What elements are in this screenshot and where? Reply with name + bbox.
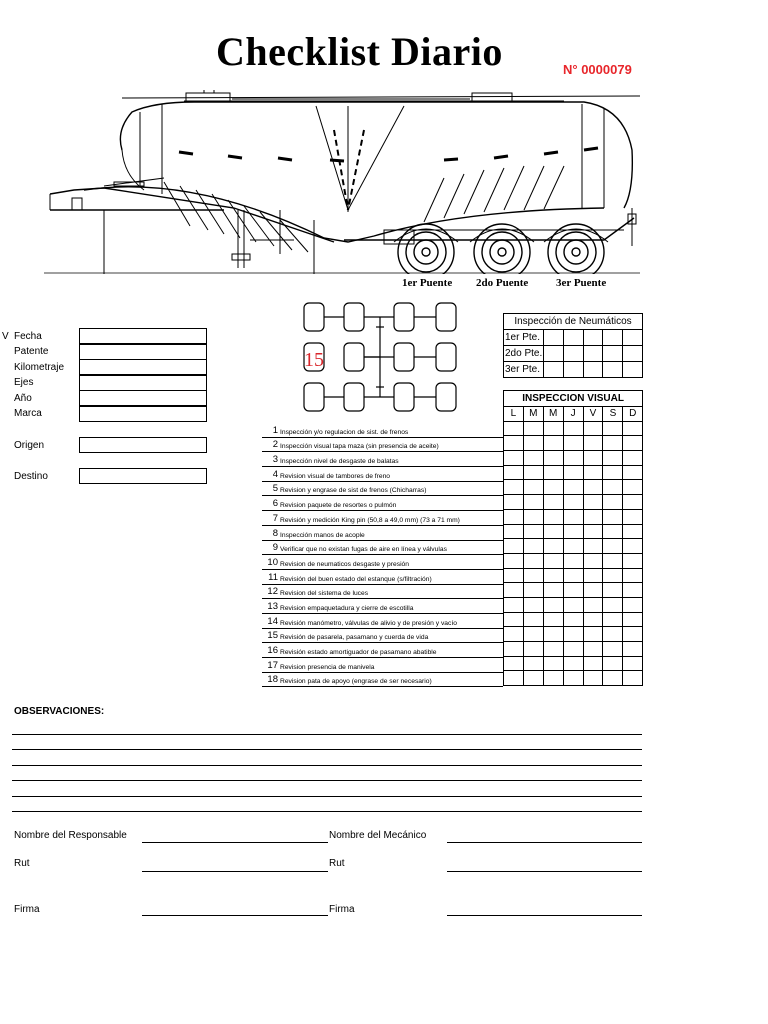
check-cell[interactable] [583, 583, 603, 598]
checklist-item [262, 482, 503, 497]
checklist-item [262, 614, 503, 629]
check-cell[interactable] [563, 597, 583, 612]
fecha-field[interactable] [79, 328, 207, 344]
axle-label-2: 2do Puente [476, 277, 529, 289]
tire-check-cell[interactable] [544, 346, 564, 362]
observation-line[interactable] [12, 780, 642, 781]
item-number: 3 [272, 454, 278, 466]
check-cell[interactable] [603, 524, 623, 539]
check-cell[interactable] [583, 421, 603, 436]
check-cell[interactable] [583, 465, 603, 480]
check-cell[interactable] [543, 642, 563, 657]
check-cell[interactable] [523, 421, 543, 436]
check-cell[interactable] [523, 524, 543, 539]
check-cell[interactable] [504, 451, 524, 466]
table-row [504, 553, 643, 568]
check-cell[interactable] [623, 553, 643, 568]
observation-line[interactable] [12, 734, 642, 735]
label-ano: Año [14, 393, 32, 404]
check-cell[interactable] [504, 509, 524, 524]
check-cell[interactable] [543, 524, 563, 539]
day-header-6: D [623, 407, 643, 422]
check-cell[interactable] [504, 642, 524, 657]
check-cell[interactable] [523, 539, 543, 554]
check-cell[interactable] [504, 480, 524, 495]
check-cell[interactable] [504, 627, 524, 642]
origen-field[interactable] [79, 437, 207, 453]
tire-check-cell[interactable] [623, 330, 643, 346]
patente-field[interactable] [79, 344, 207, 360]
item-text: Revision presencia de manivela [280, 663, 375, 671]
checklist-item [262, 511, 503, 526]
table-row [504, 480, 643, 495]
check-cell[interactable] [504, 671, 524, 686]
check-cell[interactable] [543, 627, 563, 642]
day-header-0: L [504, 407, 524, 422]
check-cell[interactable] [583, 597, 603, 612]
check-cell[interactable] [583, 627, 603, 642]
tire-inspection-table [503, 313, 643, 378]
table-row [504, 421, 643, 436]
day-header-row [504, 407, 643, 422]
tire-map-marked-value: 15 [304, 349, 324, 371]
check-cell[interactable] [563, 451, 583, 466]
item-text: Revisión del buen estado del estanque (s/filtración) [280, 575, 432, 583]
check-cell[interactable] [504, 612, 524, 627]
check-cell[interactable] [623, 465, 643, 480]
item-number: 2 [272, 439, 278, 451]
checklist-item [262, 599, 503, 614]
check-cell[interactable] [623, 671, 643, 686]
check-cell[interactable] [603, 539, 623, 554]
tire-check-cell[interactable] [544, 362, 564, 378]
tire-check-cell[interactable] [623, 346, 643, 362]
check-cell[interactable] [504, 568, 524, 583]
destino-field[interactable] [79, 468, 207, 484]
check-cell[interactable] [603, 495, 623, 510]
check-cell[interactable] [543, 421, 563, 436]
checklist-item [262, 438, 503, 453]
check-cell[interactable] [623, 597, 643, 612]
tire-row-label: 1er Pte. [504, 330, 544, 346]
tire-check-cell[interactable] [603, 362, 623, 378]
tire-check-cell[interactable] [563, 346, 583, 362]
check-cell[interactable] [583, 612, 603, 627]
check-cell[interactable] [583, 480, 603, 495]
item-text: Revision pata de apoyo (engrase de ser necesario) [280, 678, 432, 686]
table-row [504, 642, 643, 657]
tire-check-cell[interactable] [583, 330, 603, 346]
check-cell[interactable] [603, 436, 623, 451]
checklist-item [262, 658, 503, 673]
checklist-item [262, 555, 503, 570]
checklist-item [262, 452, 503, 467]
item-text: Revision empaquetadura y cierre de escotilla [280, 604, 414, 612]
check-cell[interactable] [583, 656, 603, 671]
ano-field[interactable] [79, 390, 207, 406]
check-cell[interactable] [504, 583, 524, 598]
table-row [504, 539, 643, 554]
check-cell[interactable] [623, 451, 643, 466]
check-cell[interactable] [543, 656, 563, 671]
check-cell[interactable] [523, 642, 543, 657]
check-cell[interactable] [543, 480, 563, 495]
item-number: 1 [272, 424, 278, 436]
day-header-2: M [543, 407, 563, 422]
visual-inspection-table [503, 390, 643, 686]
check-cell[interactable] [583, 495, 603, 510]
tire-check-cell[interactable] [563, 330, 583, 346]
check-cell[interactable] [563, 480, 583, 495]
check-cell[interactable] [623, 524, 643, 539]
check-cell[interactable] [583, 568, 603, 583]
axle-label-1: 1er Puente [402, 277, 453, 289]
table-row [504, 509, 643, 524]
check-cell[interactable] [543, 612, 563, 627]
axle-label-3: 3er Puente [556, 277, 607, 289]
check-cell[interactable] [523, 612, 543, 627]
item-text: Revision visual de tambores de freno [280, 472, 391, 480]
item-number: 16 [267, 645, 278, 656]
check-cell[interactable] [603, 451, 623, 466]
check-cell[interactable] [543, 671, 563, 686]
item-text: Revisión y medición King pin (50,8 a 49,0 mm) (73 a 71 mm) [280, 516, 460, 524]
check-cell[interactable] [563, 509, 583, 524]
tire-check-cell[interactable] [603, 346, 623, 362]
responsible-name-line[interactable] [142, 842, 328, 843]
day-header-4: V [583, 407, 603, 422]
checklist-item [262, 570, 503, 585]
check-cell[interactable] [623, 627, 643, 642]
check-cell[interactable] [563, 642, 583, 657]
check-cell[interactable] [603, 627, 623, 642]
responsible-name-label: Nombre del Responsable [14, 830, 127, 841]
check-cell[interactable] [543, 465, 563, 480]
check-cell[interactable] [543, 553, 563, 568]
check-cell[interactable] [603, 597, 623, 612]
table-row [504, 362, 643, 378]
observations-label: OBSERVACIONES: [14, 706, 105, 717]
item-text: Verificar que no existan fugas de aire en línea y válvulas [280, 546, 447, 554]
check-cell[interactable] [523, 597, 543, 612]
check-cell[interactable] [504, 656, 524, 671]
tire-check-cell[interactable] [563, 362, 583, 378]
check-cell[interactable] [563, 656, 583, 671]
responsible-sign-line[interactable] [142, 915, 328, 916]
table-row [504, 671, 643, 686]
day-header-3: J [563, 407, 583, 422]
tire-row-label: 3er Pte. [504, 362, 544, 378]
check-cell[interactable] [563, 568, 583, 583]
check-cell[interactable] [563, 539, 583, 554]
check-cell[interactable] [603, 465, 623, 480]
check-cell[interactable] [543, 451, 563, 466]
check-cell[interactable] [523, 509, 543, 524]
item-text: Revision del sistema de luces [280, 590, 369, 598]
tire-check-cell[interactable] [583, 346, 603, 362]
label-kilometraje: Kilometraje [14, 362, 65, 373]
item-text: Revisión estado amortiguador de pasamano abatible [280, 649, 437, 656]
item-number: 12 [267, 586, 278, 598]
check-cell[interactable] [603, 642, 623, 657]
item-number: 10 [267, 556, 278, 568]
check-cell[interactable] [623, 656, 643, 671]
item-number: 13 [267, 600, 278, 612]
check-cell[interactable] [563, 495, 583, 510]
check-cell[interactable] [583, 539, 603, 554]
tire-inspection-title: Inspección de Neumáticos [504, 314, 643, 330]
mechanic-sign-line[interactable] [447, 915, 642, 916]
label-marca: Marca [14, 408, 42, 419]
check-cell[interactable] [504, 553, 524, 568]
check-cell[interactable] [583, 553, 603, 568]
check-cell[interactable] [583, 451, 603, 466]
item-number: 18 [267, 674, 278, 686]
check-cell[interactable] [603, 421, 623, 436]
checklist-item [262, 496, 503, 511]
tire-check-cell[interactable] [623, 362, 643, 378]
item-text: Inspección visual tapa maza (sin presencia de aceite) [280, 443, 439, 451]
check-cell[interactable] [543, 583, 563, 598]
day-header-5: S [603, 407, 623, 422]
check-cell[interactable] [543, 597, 563, 612]
item-number: 8 [272, 527, 278, 539]
check-cell[interactable] [623, 539, 643, 554]
item-text: Revision de neumaticos desgaste y presión [280, 560, 409, 568]
item-number: 4 [272, 468, 278, 480]
table-row [504, 524, 643, 539]
checklist-item [262, 541, 503, 556]
table-row [504, 465, 643, 480]
check-cell[interactable] [563, 553, 583, 568]
day-header-1: M [523, 407, 543, 422]
item-text: Inspección manos de acople [280, 531, 365, 539]
tire-check-cell[interactable] [583, 362, 603, 378]
checklist-item [262, 526, 503, 541]
check-cell[interactable] [523, 568, 543, 583]
check-cell[interactable] [603, 656, 623, 671]
label-patente: Patente [14, 346, 49, 357]
check-cell[interactable] [603, 553, 623, 568]
check-cell[interactable] [563, 524, 583, 539]
table-row [504, 583, 643, 598]
check-cell[interactable] [504, 597, 524, 612]
check-cell[interactable] [623, 495, 643, 510]
kilometraje-field[interactable] [79, 359, 207, 375]
check-cell[interactable] [543, 436, 563, 451]
mechanic-name-line[interactable] [447, 842, 642, 843]
item-number: 11 [268, 571, 278, 583]
item-text: Inspección nivel de desgaste de balatas [280, 458, 399, 466]
check-cell[interactable] [623, 583, 643, 598]
check-cell[interactable] [523, 553, 543, 568]
check-cell[interactable] [504, 539, 524, 554]
check-cell[interactable] [563, 583, 583, 598]
check-cell[interactable] [583, 509, 603, 524]
checklist-item [262, 643, 503, 658]
mechanic-sign-label: Firma [329, 904, 355, 915]
observation-line[interactable] [12, 796, 642, 797]
check-cell[interactable] [563, 421, 583, 436]
table-row [504, 612, 643, 627]
table-row [504, 568, 643, 583]
observation-line[interactable] [12, 749, 642, 750]
tire-check-cell[interactable] [603, 330, 623, 346]
checklist-item [262, 673, 503, 688]
check-cell[interactable] [504, 495, 524, 510]
checklist-item [262, 423, 503, 438]
check-cell[interactable] [523, 627, 543, 642]
checklist-items [262, 423, 503, 687]
check-cell[interactable] [523, 583, 543, 598]
item-number: 6 [272, 498, 278, 510]
check-cell[interactable] [603, 612, 623, 627]
item-text: Inspección y/o regulacion de sist. de frenos [280, 428, 409, 436]
check-cell[interactable] [523, 465, 543, 480]
tanker-trailer-illustration [44, 90, 640, 274]
check-cell[interactable] [563, 436, 583, 451]
mechanic-name-label: Nombre del Mecánico [329, 830, 427, 841]
responsible-sign-label: Firma [14, 904, 40, 915]
item-number: 5 [272, 483, 278, 495]
check-cell[interactable] [623, 509, 643, 524]
tire-position-map [300, 300, 464, 416]
check-cell[interactable] [523, 671, 543, 686]
mechanic-rut-line[interactable] [447, 871, 642, 872]
check-cell[interactable] [603, 583, 623, 598]
item-text: Revisión manómetro, válvulas de alivio y de presión y vacío [280, 619, 457, 627]
check-cell[interactable] [563, 465, 583, 480]
vehicle-prefix: V [2, 331, 9, 342]
check-cell[interactable] [623, 421, 643, 436]
check-cell[interactable] [523, 656, 543, 671]
check-cell[interactable] [523, 495, 543, 510]
check-cell[interactable] [623, 612, 643, 627]
check-cell[interactable] [603, 480, 623, 495]
table-row [504, 330, 643, 346]
item-number: 17 [267, 659, 278, 671]
item-number: 15 [267, 630, 278, 642]
label-destino: Destino [14, 471, 48, 482]
item-number: 7 [272, 512, 278, 524]
table-row [504, 627, 643, 642]
check-cell[interactable] [543, 495, 563, 510]
label-ejes: Ejes [14, 377, 34, 388]
check-cell[interactable] [603, 671, 623, 686]
responsible-rut-line[interactable] [142, 871, 328, 872]
item-number: 9 [272, 542, 278, 554]
check-cell[interactable] [504, 421, 524, 436]
tire-check-cell[interactable] [544, 330, 564, 346]
check-cell[interactable] [583, 642, 603, 657]
check-cell[interactable] [583, 671, 603, 686]
ejes-field[interactable] [79, 375, 207, 391]
observation-line[interactable] [12, 765, 642, 766]
table-row [504, 451, 643, 466]
observation-line[interactable] [12, 811, 642, 812]
table-row [504, 495, 643, 510]
check-cell[interactable] [523, 480, 543, 495]
check-cell[interactable] [563, 627, 583, 642]
item-text: Revisión de pasarela, pasamano y cuerda de vida [280, 634, 429, 642]
check-cell[interactable] [504, 465, 524, 480]
check-cell[interactable] [623, 568, 643, 583]
check-cell[interactable] [623, 480, 643, 495]
check-cell[interactable] [523, 451, 543, 466]
checklist-item [262, 467, 503, 482]
check-cell[interactable] [603, 509, 623, 524]
item-text: Revision paquete de resortes o pulmón [280, 502, 397, 510]
check-cell[interactable] [543, 509, 563, 524]
check-cell[interactable] [504, 524, 524, 539]
label-fecha: Fecha [14, 331, 42, 342]
visual-inspection-title: INSPECCION VISUAL [504, 391, 643, 407]
tire-row-label: 2do Pte. [504, 346, 544, 362]
check-cell[interactable] [583, 524, 603, 539]
check-cell[interactable] [523, 436, 543, 451]
item-text: Revision y engrase de sist de frenos (Chicharras) [280, 487, 427, 495]
check-cell[interactable] [543, 568, 563, 583]
table-row [504, 597, 643, 612]
check-cell[interactable] [563, 671, 583, 686]
check-cell[interactable] [603, 568, 623, 583]
item-number: 14 [267, 615, 278, 627]
check-cell[interactable] [623, 642, 643, 657]
check-cell[interactable] [583, 436, 603, 451]
checklist-item [262, 629, 503, 644]
page-title: Checklist Diario [216, 29, 503, 74]
table-row [504, 346, 643, 362]
mechanic-rut-label: Rut [329, 858, 345, 869]
table-row [504, 436, 643, 451]
check-cell[interactable] [504, 436, 524, 451]
label-origen: Origen [14, 440, 45, 451]
responsible-rut-label: Rut [14, 858, 30, 869]
table-row [504, 656, 643, 671]
document-number: N° 0000079 [563, 62, 632, 77]
marca-field[interactable] [79, 406, 207, 422]
check-cell[interactable] [543, 539, 563, 554]
checklist-item [262, 585, 503, 600]
check-cell[interactable] [563, 612, 583, 627]
check-cell[interactable] [623, 436, 643, 451]
